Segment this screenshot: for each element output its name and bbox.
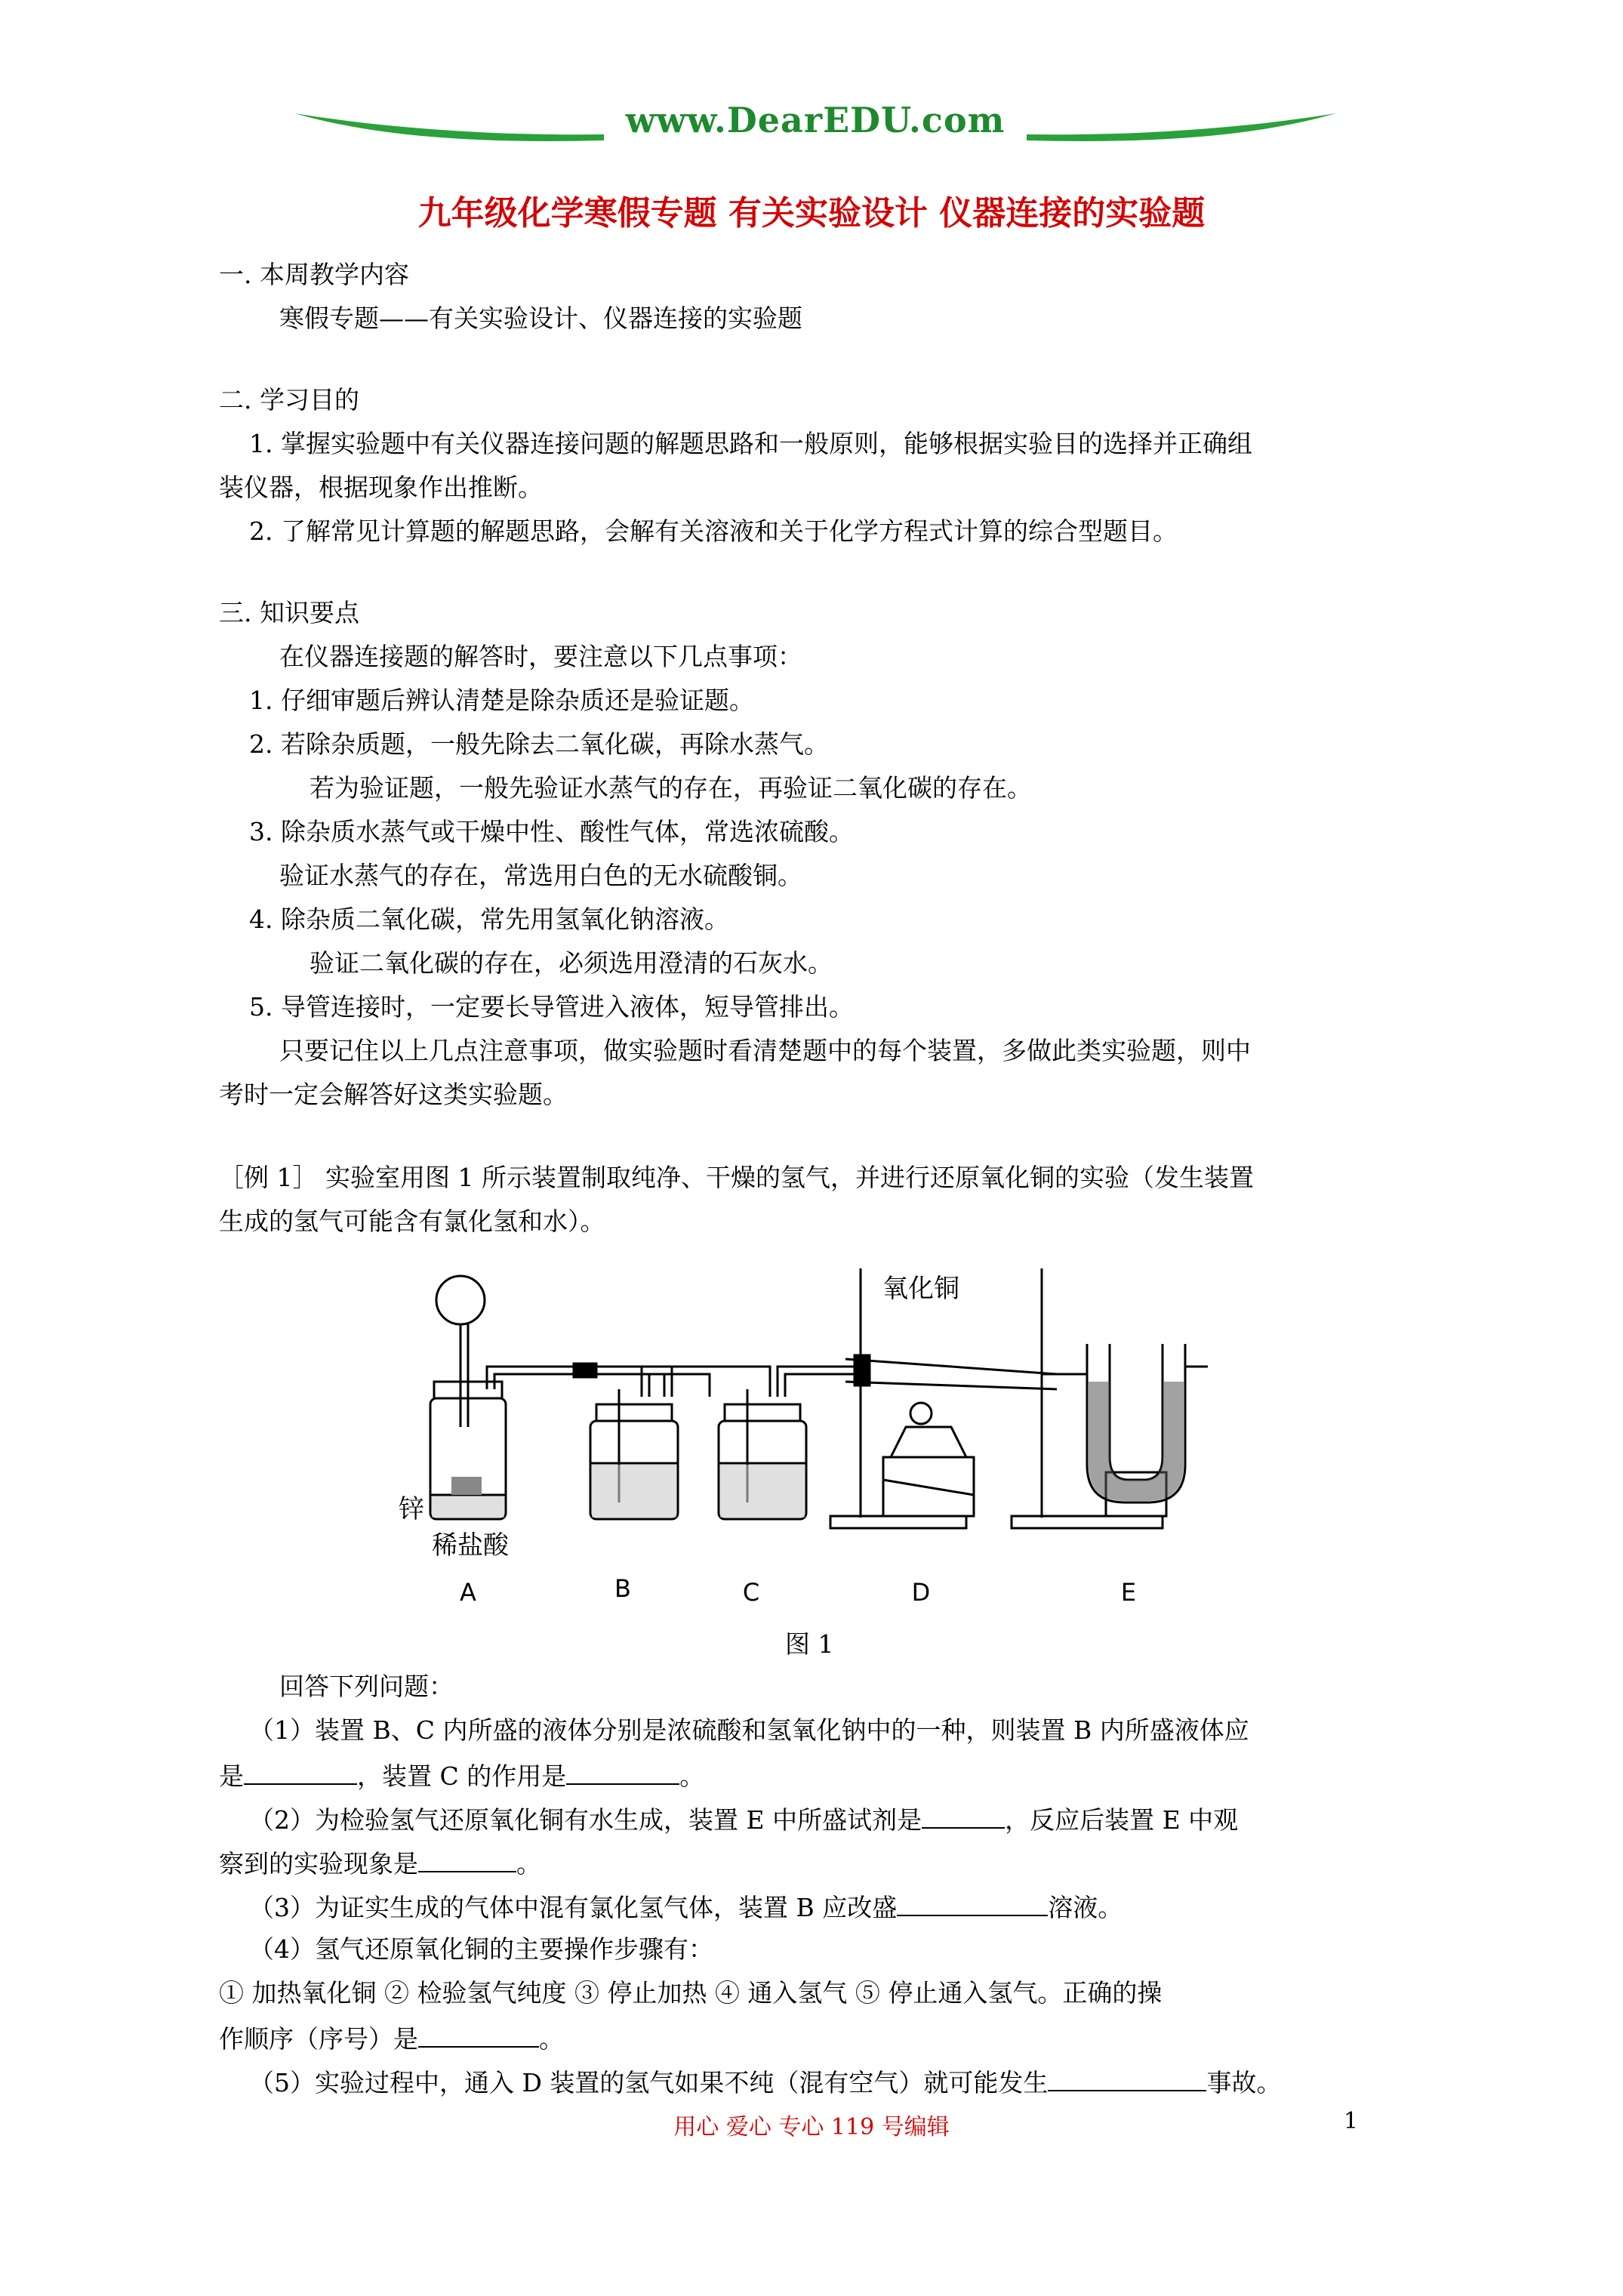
answer-blank[interactable] [897, 1889, 1048, 1916]
example-text: 生成的氢气可能含有氯化氢和水）。 [219, 1207, 605, 1236]
list-item: 若为验证题，一般先验证水蒸气的存在，再验证二氧化碳的存在。 [310, 773, 1032, 803]
question-fragment: （2）为检验氢气还原氧化铜有水生成，装置 E 中所盛试剂是 [249, 1805, 922, 1835]
paragraph: 装仪器，根据现象作出推断。 [219, 473, 543, 502]
question-text [219, 2020, 564, 2056]
figure-label-d: D [911, 1578, 931, 1607]
funnel-bulb-icon [436, 1276, 485, 1324]
apparatus-figure [393, 1253, 1261, 1616]
list-item: 验证水蒸气的存在，常选用白色的无水硫酸铜。 [279, 861, 802, 890]
burner-icon [891, 1427, 966, 1457]
question-text: （1）装置 B、C 内所盛的液体分别是浓硫酸和氢氧化钠中的一种，则装置 B 内所盛液体应 [249, 1715, 1249, 1745]
question-fragment: 。 [516, 1849, 541, 1878]
question-text [249, 1889, 1123, 1925]
figure-label-zinc: 锌 [399, 1494, 424, 1524]
figure-label-c: C [742, 1578, 760, 1607]
question-text [219, 1845, 541, 1881]
answer-blank[interactable] [418, 1845, 516, 1872]
paragraph: 只要记住以上几点注意事项，做实验题时看清楚题中的每个装置，多做此类实验题，则中 [279, 1036, 1251, 1065]
answer-blank[interactable] [922, 1801, 1005, 1829]
paragraph: 在仪器连接题的解答时，要注意以下几点事项： [279, 642, 802, 671]
question-fragment: ，反应后装置 E 中观 [1005, 1805, 1239, 1835]
list-item: 1. 仔细审题后辨认清楚是除杂质还是验证题。 [249, 686, 754, 715]
question-fragment: 是 [219, 1761, 244, 1791]
question-fragment: 作顺序（序号）是 [219, 2024, 418, 2054]
figure-label-acid: 稀盐酸 [432, 1530, 509, 1561]
page-title: 九年级化学寒假专题 有关实验设计 仪器连接的实验题 [417, 194, 1206, 233]
paragraph: 2. 了解常见计算题的解题思路，会解有关溶液和关于化学方程式计算的综合型题目。 [249, 516, 1178, 546]
figure-label-a: A [460, 1578, 476, 1607]
answer-blank[interactable] [418, 2020, 539, 2048]
list-item: 验证二氧化碳的存在，必须选用澄清的石灰水。 [310, 948, 833, 978]
list-item: 3. 除杂质水蒸气或干燥中性、酸性气体，常选浓硫酸。 [249, 817, 854, 846]
question-text: ① 加热氧化铜 ② 检验氢气纯度 ③ 停止加热 ④ 通入氢气 ⑤ 停止通入氢气。正确的操 [219, 1978, 1163, 2008]
section-heading: 三. 知识要点 [219, 598, 359, 627]
paragraph: 考时一定会解答好这类实验题。 [219, 1080, 568, 1109]
figure-caption: 图 1 [785, 1629, 834, 1659]
paragraph: 回答下列问题： [279, 1672, 454, 1701]
paragraph: 1. 掌握实验题中有关仪器连接问题的解题思路和一般原则，能够根据实验目的选择并正确组 [249, 429, 1252, 458]
answer-blank[interactable] [566, 1758, 679, 1785]
question-fragment: （5）实验过程中，通入 D 装置的氢气如果不纯（混有空气）就可能发生 [249, 2068, 1049, 2097]
answer-blank[interactable] [1048, 2064, 1206, 2091]
question-fragment: ，装置 C 的作用是 [357, 1761, 567, 1791]
list-item: 5. 导管连接时，一定要长导管进入液体，短导管排出。 [249, 992, 854, 1022]
list-item: 4. 除杂质二氧化碳，常先用氢氧化钠溶液。 [249, 905, 729, 934]
answer-blank[interactable] [244, 1758, 357, 1785]
figure-label-copper-oxide: 氧化铜 [882, 1274, 959, 1304]
figure-label-e: E [1120, 1578, 1137, 1607]
question-fragment: 。 [539, 2024, 564, 2054]
section-body: 寒假专题——有关实验设计、仪器连接的实验题 [279, 304, 802, 333]
question-fragment: 察到的实验现象是 [219, 1849, 418, 1878]
section-heading: 二. 学习目的 [219, 385, 359, 415]
page-number: 1 [1344, 2108, 1359, 2134]
brand-banner [287, 91, 1344, 166]
question-text [249, 2064, 1281, 2100]
question-fragment: （3）为证实生成的气体中混有氯化氢气体，装置 B 应改盛 [249, 1893, 898, 1922]
list-item: 2. 若除杂质题，一般先除去二氧化碳，再除水蒸气。 [249, 729, 829, 759]
example-text: ［例 1］ 实验室用图 1 所示装置制取纯净、干燥的氢气，并进行还原氧化铜的实验（发生装置 [219, 1163, 1254, 1192]
question-fragment: 溶液。 [1048, 1893, 1123, 1922]
question-text [219, 1758, 704, 1793]
question-fragment: 事故。 [1206, 2068, 1282, 2097]
section-heading: 一. 本周教学内容 [219, 260, 409, 289]
figure-label-b: B [614, 1574, 631, 1603]
question-fragment: 。 [679, 1761, 705, 1791]
page-footer: 用心 爱心 专心 119 号编辑 [673, 2114, 950, 2140]
question-text: （4）氢气还原氧化铜的主要操作步骤有： [249, 1934, 713, 1964]
question-text [249, 1801, 1238, 1837]
brand-name: www.DearEDU.com [625, 100, 1006, 140]
